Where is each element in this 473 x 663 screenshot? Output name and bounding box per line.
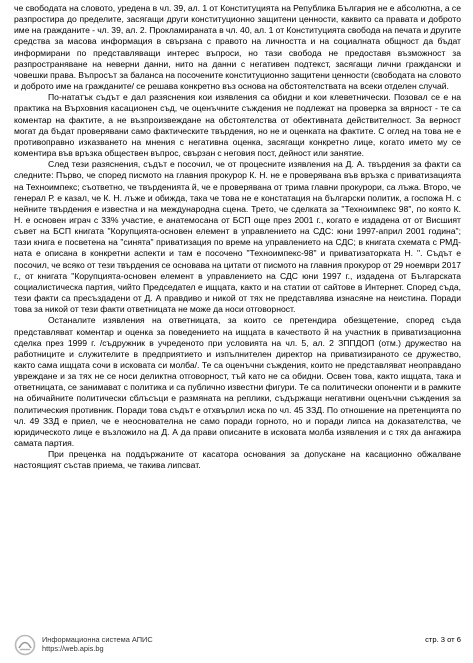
footer-source [42, 635, 153, 653]
document-body [14, 3, 461, 472]
apis-logo-icon [14, 634, 36, 656]
paragraph-5: При преценка на поддържаните от касатора основания за допускане на касационно обжалване настоящият състав приема, че такива липсват. [14, 449, 461, 471]
paragraph-2: По-нататък съдът е дал разяснения кои изявления са обидни и кои клеветнически. Позовал се е на практика на Върховния касационен съд, че оценъчните съждения не подлежат на проверка за вярност - те са коментар на фактите, а не възпроизвеждане на обстоятелства от обективната действителност. За верност могат да бъдат проверявани само фактическите твърдения, но не и оценката на фактите. С оглед на това не е противоправно изказването на мнения с негативна оценка, засягащи конкретно лице, когато името му се коментира във връзка обществен въпрос, свързан с неговия пост, дейност или занятие. [14, 92, 461, 159]
page-footer [14, 631, 461, 657]
footer-system-name: Информационна система АПИС [42, 635, 153, 644]
paragraph-3: След тези разяснения, съдът е посочил, че от процесните изявления на Д. А. твърдения за факти са следните: Първо, че според писмото на главния прокурор К. Н. не е проверявана във връзка с приватизацията на Техноимпекс; съответно, че твърденията й, че е проверявана от трима главни прокурори, са лъжа. Второ, че генерал Р. е казал, че К. Н. лъже и обижда, така че това не е констатация на български политик, а госпожа Н. с нейните твърдения е известна и на международна сцена. Трето, че сделката за "Техноимпекс 98", по която К. Н. е основен играч с 33% участие, е анатемосана от БСП още през 2001 г., когато е издадена от от Висшият съвет на БСП книгата "Корупцията-основен елемент в управлението на СДС: юни 1997-април 2001 година"; тази книга е посветена на "синята" приватизация по време на управлението на СДС; в книгата схемата с РМД-ната е описана в конкретни аспекти и там е посочено "Техноимпекс-98" и приватизаторката Н. ". Съдът е посочил, че всяко от тези твърдения се основава на цитати от писмото на главния прокурор от 29 ноември 2017 г., от книгата "Корупцията-основен елемент в управлението на СДС юни 1997 г., издадена от Българската социалистическа партия, чийто Председател е ищцата, както и на статии от сайтове в Интернет. Според съда, тези факти са пресъздадени от Д. А правдиво и никой от тях не представлява изнасяне на неистина. Поради това за никой от тези факти ответницата не може да носи отговорност. [14, 159, 461, 315]
page-number: стр. 3 от 6 [425, 635, 461, 644]
paragraph-4: Останалите изявления на ответницата, за които се претендира обезщетение, според съда представляват коментар и оценка за поведението на ищцата в качеството й на участник в приватизационна сделка през 1999 г. /съдружник в учреденото при условията на чл. 5, ал. 2 ЗППДОП (отм.) дружество на работниците и служителите в предприятието и изпълнителен директор на приватизираното се дружество, както сама ищцата сочи в исковата си молба/. Те са оценъчни съждения, които не представляват неоправдано увреждане и за тях не се носи деликтна отговорност, тъй като не са обидни. Освен това, както ищцата, така и ответницата, се занимават с политика и са публично известни фигури. Те са политически опоненти и в рамките на обичайните политически сблъсъци е размяната на реплики, съдържащи негативни оценъчни съждения за политическия противник. Поради това съдът е отхвърлил иска по чл. 45 ЗЗД. По отношение на претенцията по чл. 49 ЗЗД е приел, че е неоснователна не само поради горното, но и поради липса на доказателства, че юридическото лице е възложило на Д. А да прави описаните в исковата молба изявления и с тях да ангажира самата партия. [14, 315, 461, 449]
paragraph-1: че свободата на словото, уредена в чл. 39, ал. 1 от Конституцията на Република България не е абсолютна, а се разпростира до пределите, засягащи други конституционно защитени ценности, каквито са правата и доброто име на гражданите - чл. 39, ал. 2. Прокламираната в чл. 40, ал. 1 от Конституцията свобода на печата и другите средства за масова информация в свързана с правото на личността и на социалната общност да бъдат информирани по представляващи интерес въпроси, но тази свобода не предоставя възможност за разпространяване на неверни данни, нито на данни с негативен подтекст, засягащи лични граждански и човешки права. Въпросът за баланса на посочените конституционно защитени ценности (свободата на словото и доброто име на гражданите/ се решава конкретно въз основа на обстоятелствата на всеки отделен случай. [14, 3, 461, 92]
footer-url[interactable]: https://web.apis.bg [42, 644, 104, 653]
